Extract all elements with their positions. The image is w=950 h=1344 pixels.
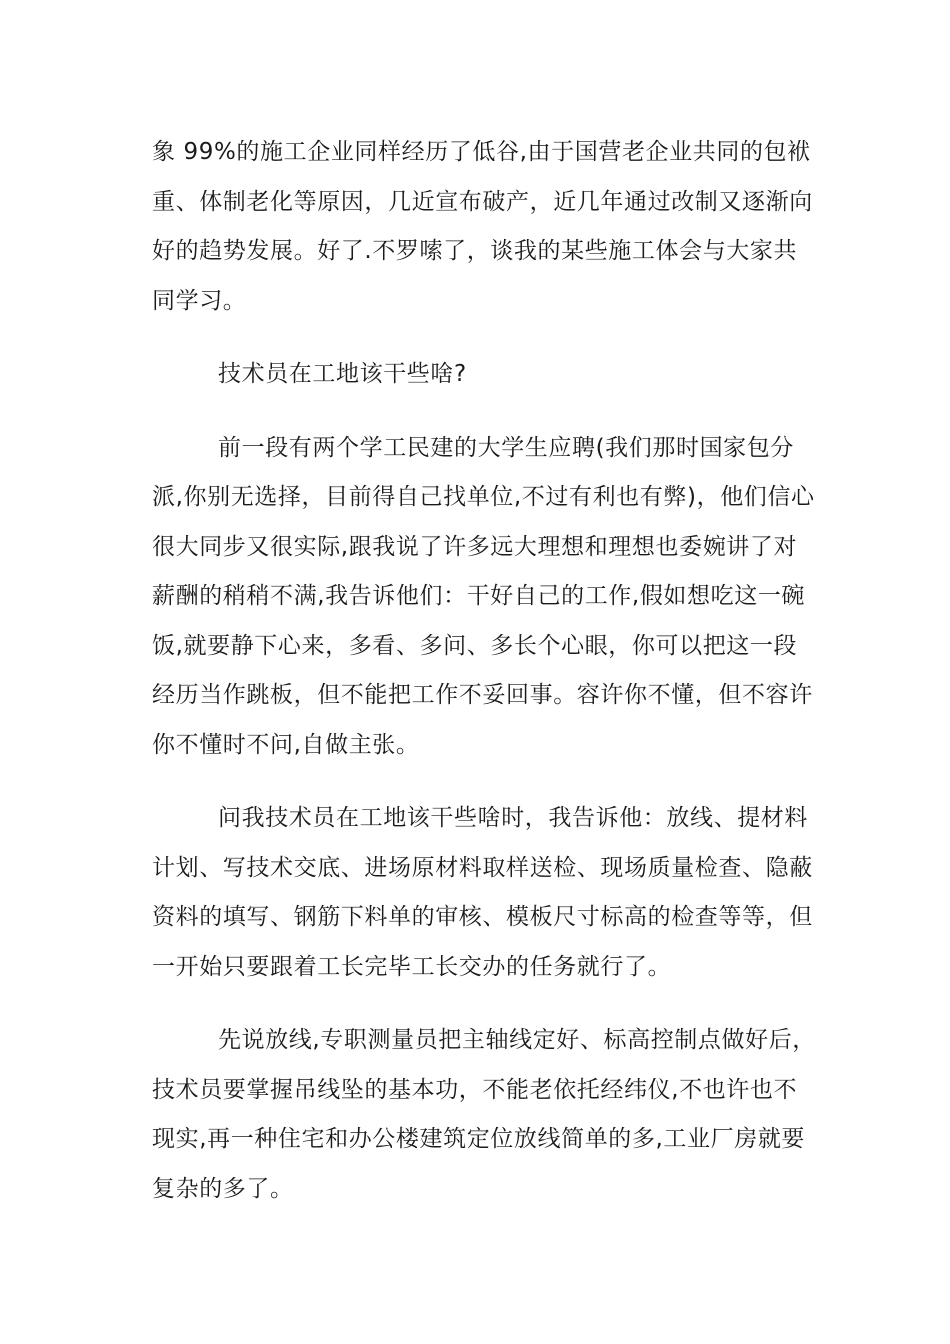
text-line: 同学习。: [152, 287, 247, 314]
text-line: 很大同步又很实际,跟我说了许多远大理想和理想也委婉讲了对: [152, 533, 798, 560]
text-line: 一开始只要跟着工长完毕工长交办的任务就行了。: [152, 953, 672, 980]
text-line: 薪酬的稍稍不满,我告诉他们：干好自己的工作,假如想吃这一碗: [152, 583, 806, 609]
text-line: 饭,就要静下心来，多看、多问、多长个心眼，你可以把这一段: [152, 632, 798, 659]
text-line: 计划、写技术交底、进场原材料取样送检、现场质量检查、隐蔽: [152, 854, 813, 881]
text-line: 前一段有两个学工民建的大学生应聘(我们那时国家包分: [218, 434, 794, 461]
text-line: 好的趋势发展。好了.不罗嗦了，谈我的某些施工体会与大家共: [152, 238, 798, 264]
section-heading-paragraph: [152, 350, 782, 400]
text-line: 你不懂时不问,自做主张。: [152, 731, 420, 758]
section-heading: 技术员在工地该干些啥?: [218, 361, 467, 387]
text-line: 重、体制老化等原因，几近宣布破产，近几年通过改制又逐渐向: [152, 188, 813, 215]
text-line: 问我技术员在工地该干些啥时，我告诉他：放线、提材料: [218, 805, 808, 831]
text-line: 资料的填写、钢筋下料单的审核、模板尺寸标高的检查等等，但: [152, 904, 813, 930]
text-line: 经历当作跳板，但不能把工作不妥回事。容许你不懂，但不容许: [152, 682, 813, 708]
text-line: 派,你别无选择，目前得自己找单位,不过有利也有弊)，他们信心: [152, 484, 815, 510]
document-page: [152, 128, 816, 1238]
paragraph-1: [152, 128, 813, 326]
text-line: 复杂的多了。: [152, 1175, 294, 1202]
text-line: 象 99%的施工企业同样经历了低谷,由于国营老企业共同的包袱: [152, 139, 811, 165]
paragraph-5: [152, 1016, 816, 1214]
text-line: 现实,再一种住宅和办公楼建筑定位放线简单的多,工业厂房就要: [152, 1126, 806, 1152]
text-line: 技术员要掌握吊线坠的基本功，不能老依托经纬仪,不也许也不: [152, 1076, 798, 1103]
paragraph-4: [152, 794, 813, 992]
paragraph-3: [152, 424, 815, 771]
text-line: 先说放线,专职测量员把主轴线定好、标高控制点做好后，: [218, 1027, 816, 1053]
